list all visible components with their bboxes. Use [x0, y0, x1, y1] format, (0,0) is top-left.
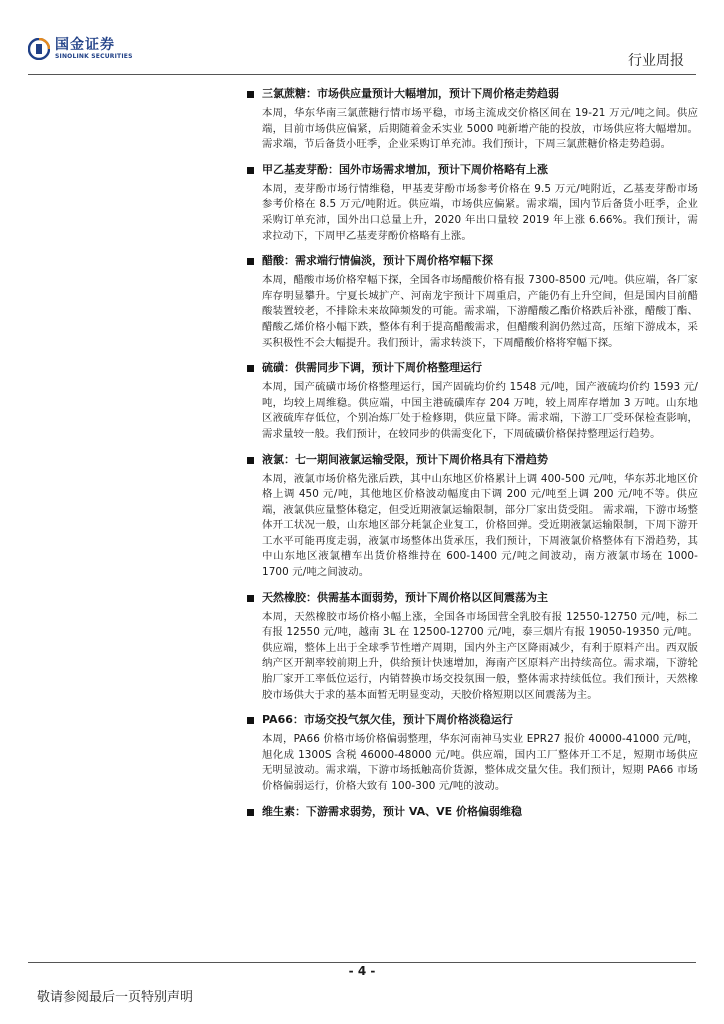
section-sulfur	[262, 360, 698, 442]
document-type: 行业周报	[628, 53, 684, 69]
section-body: 本周，华东华南三氯蔗糖行情市场平稳，市场主流成交价格区间在 19-21 万元/吨之间。供应端，目前市场供应偏紧，后期随着金禾实业 5000 吨新增产能的投放，市场供应将大幅增加。需求端，节后备货小旺季，企业采购订单充沛。我们预计，下周三氯蔗糖价格走势趋弱。	[262, 107, 698, 151]
footer-divider	[28, 962, 696, 963]
section-title: 维生素：下游需求弱势，预计 VA、VE 价格偏弱维稳	[262, 804, 522, 818]
section-title: 甲乙基麦芽酚：国外市场需求增加，预计下周价格略有上涨	[262, 162, 548, 176]
sinolink-logo	[28, 38, 133, 60]
section-body: 本周，醋酸市场价格窄幅下探，全国各市场醋酸价格有报 7300-8500 元/吨。供应端，各厂家库存明显攀升。宁夏长城扩产、河南龙宇预计下周重启，产能仍有上升空间，但是国内目前醋酸装置较老，不排除未来故障频发的可能。需求端，下游醋酸乙酯价格跌后补涨，醋酸丁酯、醋酸乙烯价格小幅下跌，整体有利于提高醋酸需求，但醋酸利润仍然过高，压缩下游成本，采买积极性不会大幅提升。我们预计，需求转淡下，下周醋酸价格将窄幅下探。	[262, 274, 698, 349]
sinolink-logo-icon	[28, 38, 50, 60]
square-bullet-icon	[247, 365, 254, 372]
section-body: 本周，麦芽酚市场行情维稳，甲基麦芽酚市场参考价格在 9.5 万元/吨附近，乙基麦芽酚市场参考价格在 8.5 万元/吨附近。供应端，市场供应偏紧。需求端，国内节后备货小旺季，企业采购订单充沛，国外出口总量上升，2020 年出口量较 2019 年上涨 6.66%。我们预计，需求拉动下，下周甲乙基麦芽酚价格略有上涨。	[262, 182, 698, 242]
square-bullet-icon	[247, 91, 254, 98]
section-sucralose	[262, 86, 698, 153]
page-number: - 4 -	[348, 964, 376, 978]
disclaimer-text: 敬请参阅最后一页特别声明	[37, 990, 194, 1005]
section-liquid-chlorine	[262, 452, 698, 581]
header-divider	[28, 74, 696, 75]
section-title: 液氯：七一期间液氯运输受限，预计下周价格具有下滑趋势	[262, 452, 548, 466]
page-header	[28, 36, 696, 76]
brand-name-en: SINOLINK SECURITIES	[55, 53, 133, 60]
section-maltol	[262, 162, 698, 244]
square-bullet-icon	[247, 717, 254, 724]
section-title: 天然橡胶：供需基本面弱势，预计下周价格以区间震荡为主	[262, 590, 548, 604]
section-title: 醋酸：需求端行情偏淡，预计下周价格窄幅下探	[262, 254, 493, 268]
section-body: 本周，国产硫磺市场价格整理运行，国产固硫均价约 1548 元/吨，国产液硫均价约 1593 元/吨，均较上周维稳。供应端，中国主港硫磺库存 204 万吨，较上周库存增加 3 万吨。山东地区液硫库存低位，个别冶炼厂处于检修期，供应量下降。需求端，下游工厂受环保检查影响，需求量较一般。我们预计，在较同步的供需变化下，下周硫磺价格保持整理运行趋势。	[262, 381, 698, 440]
square-bullet-icon	[247, 595, 254, 602]
report-content	[262, 86, 698, 829]
brand-name-cn: 国金证券	[55, 37, 115, 53]
square-bullet-icon	[247, 809, 254, 816]
section-acetic-acid	[262, 253, 698, 351]
section-title: PA66：市场交投气氛欠佳，预计下周价格淡稳运行	[262, 713, 513, 727]
square-bullet-icon	[247, 167, 254, 174]
section-body: 本周，液氯市场价格先涨后跌，其中山东地区价格累计上调 400-500 元/吨，华东苏北地区价格上调 450 元/吨，其他地区价格波动幅度由下调 200 元/吨至上调 200 元/吨不等。供应端，液氯供应量整体稳定，但受近期液氯运输限制，部分厂家出货受阻。 需求端，下游市场整体开工状况一般，山东地区部分耗氯企业复工，价格回弹。受近期液氯运输限制，下周下游开工水平可能再度走弱，液氯市场整体出货承压，我们预计，下周液氯价格整体有下滑趋势，其中山东地区液氯槽车出货价格维持在 600-1400 元/吨之间波动，南方液氯市场在 1000-1700 元/吨之间波动。	[262, 472, 698, 579]
section-natural-rubber	[262, 590, 698, 704]
section-body: 本周，PA66 价格市场价格偏弱整理，华东河南神马实业 EPR27 报价 40000-41000 元/吨，旭化成 1300S 含税 46000-48000 元/吨。供应端，国内工厂整体开工不足，短期市场供应无明显波动。需求端，下游市场抵触高价货源，整体成交量欠佳。我们预计，短期 PA66 市场价格偏弱运行，价格大致有 100-300 元/吨的波动。	[262, 733, 698, 792]
section-title: 三氯蔗糖：市场供应量预计大幅增加，预计下周价格走势趋弱	[262, 87, 559, 100]
section-pa66	[262, 712, 698, 794]
square-bullet-icon	[247, 258, 254, 265]
square-bullet-icon	[247, 457, 254, 464]
section-title: 硫磺：供需同步下调，预计下周价格整理运行	[262, 361, 482, 375]
section-body: 本周，天然橡胶市场价格小幅上涨，全国各市场国营全乳胶有报 12550-12750 元/吨，标二有报 12550 元/吨，越南 3L 在 12500-12700 元/吨，泰三烟片有报 19050-19350 元/吨。供应端，整体上出于全球季节性增产周期，国内外主产区降雨减少，有利于原料产出。西双版纳产区开割率较前期上升，供给预计快速增加，海南产区原料产出持续高位。需求端，下游轮胎厂家开工率低位运行，内销替换市场交投氛围一般，整体需求持续低位。我们预计，天然橡胶市场供大于求的基本面暂无明显变动，天胶价格短期以区间震荡为主。	[262, 610, 698, 701]
section-vitamins	[262, 804, 698, 820]
